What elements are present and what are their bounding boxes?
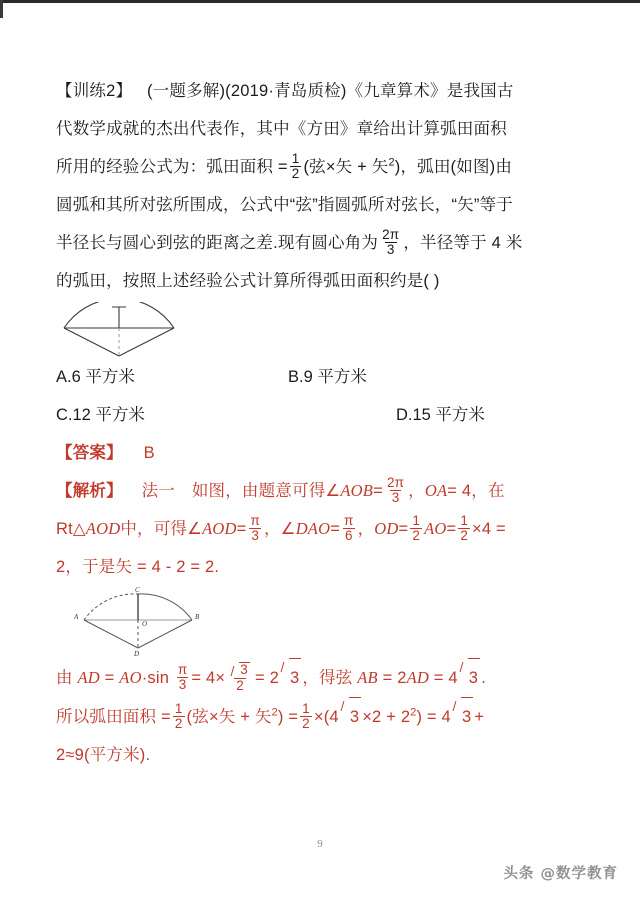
fraction-half-b: $\frac{1}{2}$	[460, 512, 469, 544]
fraction-half-c: $\frac{1}{2}$	[174, 700, 183, 732]
arc-field-segment-diagram	[56, 302, 196, 360]
label-a: A	[74, 613, 79, 621]
triangle-aod: AOD	[85, 519, 121, 538]
sqrt-three-a: 3	[230, 662, 250, 678]
problem-line-3	[56, 148, 592, 186]
analysis-method: 法一	[141, 482, 176, 500]
analysis-l2-a: Rt△	[56, 520, 86, 538]
exponent-two-c: 2	[410, 706, 417, 719]
problem-line-5-a: 半径长与圆心到弦的距离之差.现有圆心角为	[56, 234, 379, 252]
answer-value: B	[143, 444, 155, 462]
analysis-l4-f: ，得弦	[302, 669, 358, 687]
analysis-l5-c: ) =	[277, 708, 299, 726]
analysis-l2-b: 中，可得∠	[120, 520, 203, 538]
analysis-l5-a: 所以弧田面积 =	[56, 708, 171, 726]
analysis-l1-oa-val: = 4，在	[447, 482, 505, 500]
segment-od: OD	[374, 519, 399, 538]
figure-sector-wrapper	[56, 586, 592, 658]
exponent-two-b: 2	[271, 706, 278, 719]
analysis-l5-b: (弦×矢 + 矢	[186, 708, 272, 726]
choice-b[interactable]: B.9 平方米	[288, 368, 367, 386]
analysis-l1-eq: =	[373, 482, 383, 500]
sqrt-three-d: 3	[340, 697, 361, 736]
analysis-l5-d: ×(4	[313, 708, 339, 726]
problem-line-6: 的弧田，按照上述经验公式计算所得弧田面积约是( )	[56, 272, 440, 290]
problem-line-1	[56, 72, 592, 110]
segment-ad: AD	[77, 668, 100, 687]
exponent-two: 2	[388, 156, 395, 169]
fraction-sqrt3-over-2: $\frac{3}{2}$	[227, 662, 253, 693]
problem-line-3-b: (弦×矢 + 矢	[303, 158, 389, 176]
problem-source-tag: (一题多解)(2019·青岛质检)	[146, 82, 347, 100]
analysis-line-3: 2，于是矢 = 4 - 2 = 2.	[56, 558, 220, 576]
analysis-line-6: 2≈9(平方米).	[56, 746, 151, 764]
problem-line-5-b: ，半径等于 4 米	[403, 234, 523, 252]
analysis-line-2	[56, 510, 592, 548]
problem-line-3-a: 所用的经验公式为：弧田面积 =	[56, 158, 288, 176]
analysis-l2-eq4: =	[446, 520, 457, 538]
choices-row-1	[56, 358, 592, 396]
analysis-line-5	[56, 697, 592, 736]
fraction-pi-over-six: $\frac{\pi}{6}$	[344, 512, 354, 544]
analysis-l4-e: = 2	[254, 669, 279, 687]
analysis-l2-eq3: =	[398, 520, 409, 538]
sqrt-three-c: 3	[459, 658, 480, 697]
fraction-half-a: $\frac{1}{2}$	[412, 512, 421, 544]
analysis-l2-e: ×4 =	[472, 520, 506, 538]
figure-arc-field-wrapper	[56, 300, 592, 358]
analysis-l5-g: +	[474, 708, 485, 726]
angle-aob: AOB	[340, 481, 374, 500]
label-o: O	[142, 620, 148, 628]
fraction-pi-over-three: $\frac{\pi}{3}$	[250, 512, 260, 544]
analysis-l2-d: ，	[357, 520, 375, 538]
circle-sector-diagram	[72, 586, 222, 658]
analysis-label: 【解析】	[56, 482, 123, 500]
analysis-l4-h: = 4	[428, 669, 458, 687]
sqrt-three-e: 3	[452, 697, 473, 736]
fraction-two-pi-over-three-analysis: $\frac{2\pi}{3}$	[386, 474, 405, 506]
segment-ao: AO	[424, 519, 447, 538]
answer-line	[56, 434, 592, 472]
analysis-l4-c: ·sin	[141, 669, 174, 687]
analysis-l4-d: = 4×	[191, 669, 226, 687]
choice-d[interactable]: D.15 平方米	[396, 406, 485, 424]
problem-line-3-c: )，弧田(如图)由	[394, 158, 513, 176]
problem-line-5	[56, 224, 592, 262]
analysis-l5-e: ×2 + 2	[362, 708, 411, 726]
segment-ao-2: AO	[119, 668, 142, 687]
problem-line-2: 代数学成就的杰出代表作，其中《方田》章给出计算弧田面积	[56, 120, 507, 138]
choices-row-2	[56, 396, 592, 434]
choice-c[interactable]: C.12 平方米	[56, 406, 145, 424]
angle-aod: AOD	[202, 519, 237, 538]
analysis-l4-a: 由	[56, 669, 78, 687]
problem-label: 【训练2】	[56, 82, 133, 100]
angle-dao: DAO	[295, 519, 331, 538]
analysis-l4-g: = 2	[377, 669, 407, 687]
problem-line-1-rest: 《九章算术》是我国古	[346, 82, 514, 100]
choice-a[interactable]: A.6 平方米	[56, 368, 135, 386]
sqrt-three-b: 3	[280, 658, 301, 697]
fraction-one-half: $\frac{1}{2}$	[291, 150, 300, 182]
label-b: B	[195, 613, 200, 621]
analysis-l4-i: .	[481, 669, 486, 687]
segment-ad-2: AD	[406, 668, 429, 687]
fraction-two-pi-over-three: $\frac{2\pi}{3}$	[382, 226, 400, 258]
analysis-l2-eq1: =	[236, 520, 247, 538]
analysis-l4-b: =	[99, 669, 120, 687]
fraction-pi-over-three-2: $\frac{\pi}{3}$	[177, 661, 188, 693]
document-body	[56, 72, 592, 774]
analysis-l5-f: ) = 4	[416, 708, 451, 726]
analysis-l1-b: ，	[408, 482, 425, 500]
label-c: C	[135, 586, 140, 594]
analysis-line-1	[56, 472, 592, 510]
watermark: 头条 @数学教育	[503, 866, 618, 882]
segment-oa: OA	[424, 481, 448, 500]
label-d: D	[134, 650, 140, 658]
page-number: 9	[317, 838, 323, 850]
segment-ab: AB	[357, 668, 378, 687]
analysis-l1-a: 如图，由题意可得∠	[191, 482, 341, 500]
analysis-l2-c: ，∠	[263, 520, 296, 538]
analysis-l2-eq2: =	[330, 520, 341, 538]
problem-line-4: 圆弧和其所对弦所围成，公式中“弦”指圆弧所对弦长，“矢”等于	[56, 196, 513, 214]
analysis-line-4	[56, 658, 592, 697]
fraction-half-d: $\frac{1}{2}$	[302, 700, 310, 732]
answer-label: 【答案】	[56, 444, 123, 462]
